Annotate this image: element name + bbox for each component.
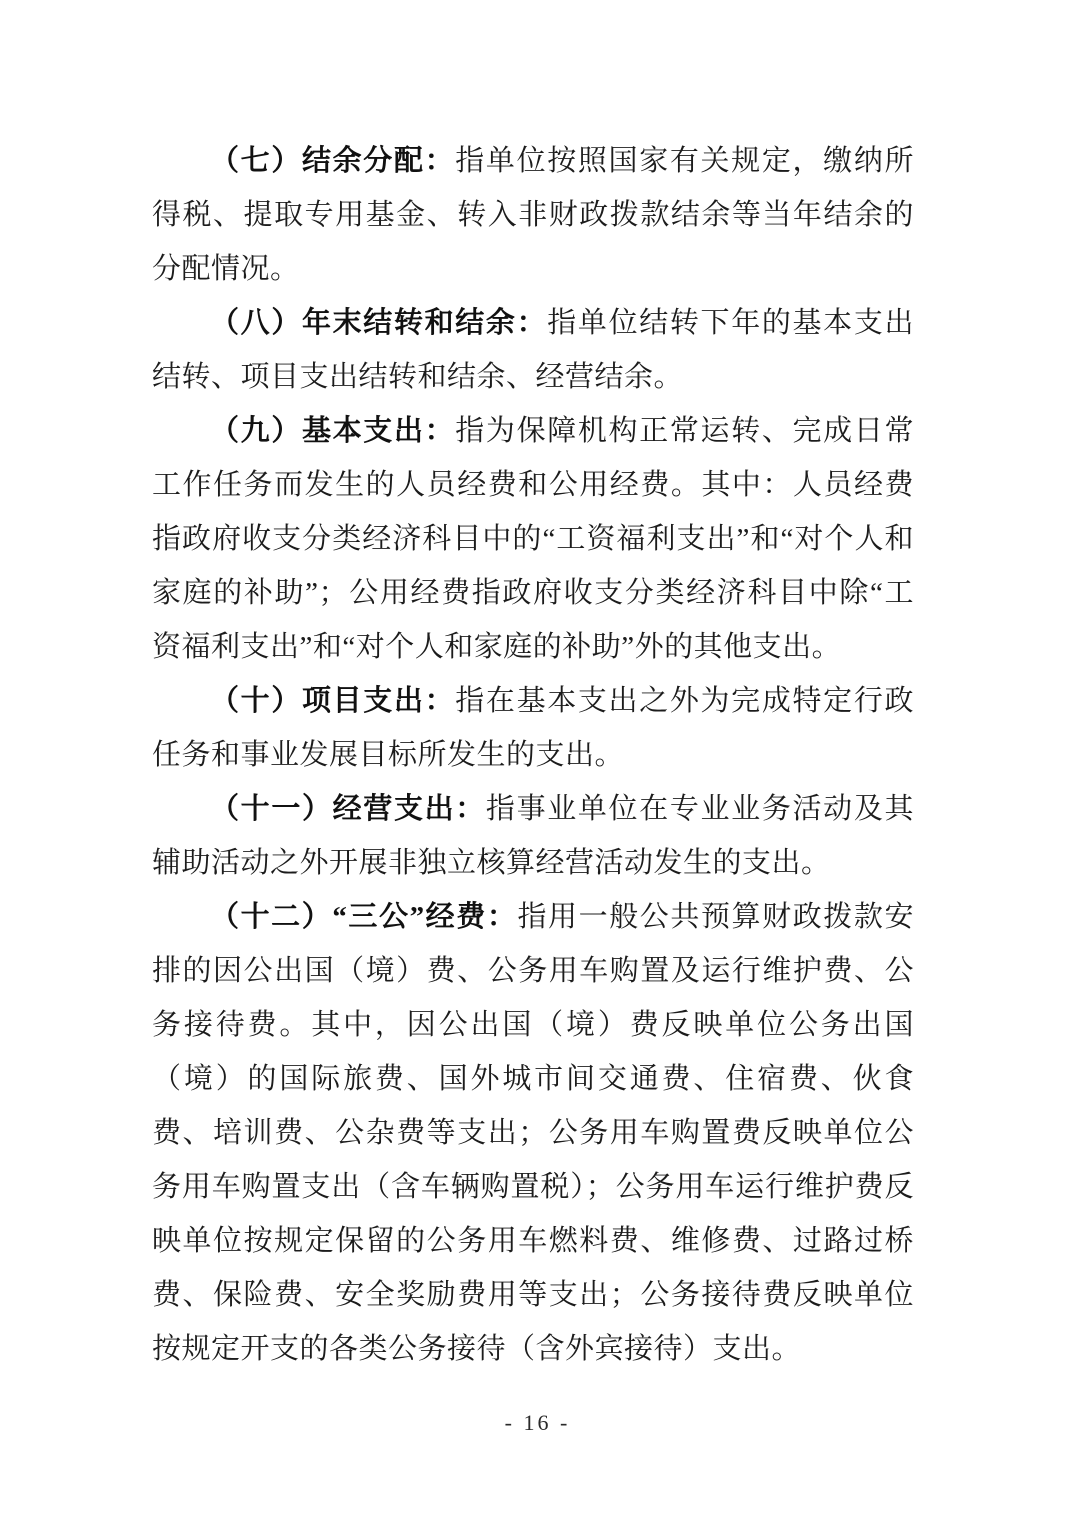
paragraph-10-heading: （十）项目支出： <box>210 685 456 717</box>
paragraph-7-surplus-distribution <box>152 134 914 296</box>
paragraph-9-heading: （九）基本支出： <box>210 415 456 447</box>
paragraph-11-operating-expenditure <box>152 782 914 890</box>
paragraph-12-heading: （十二）“三公”经费： <box>210 901 518 933</box>
paragraph-7-body: 指单位按照国家有关规定，缴纳所得税、提取专用基金、转入非财政拨款结余等当年结余的分配情况。 <box>152 145 914 285</box>
paragraph-12-body: 指用一般公共预算财政拨款安排的因公出国（境）费、公务用车购置及运行维护费、公务接待费。其中，因公出国（境）费反映单位公务出国（境）的国际旅费、国外城市间交通费、住宿费、伙食费、培训费、公杂费等支出；公务用车购置费反映单位公务用车购置支出（含车辆购置税）；公务用车运行维护费反映单位按规定保留的公务用车燃料费、维修费、过路过桥费、保险费、安全奖励费用等支出；公务接待费反映单位按规定开支的各类公务接待（含外宾接待）支出。 <box>152 901 914 1365</box>
paragraph-9-basic-expenditure <box>152 404 914 674</box>
paragraph-10-body: 指在基本支出之外为完成特定行政任务和事业发展目标所发生的支出。 <box>152 685 914 771</box>
paragraph-12-three-public-funds <box>152 890 914 1376</box>
paragraph-8-year-end-carryover <box>152 296 914 404</box>
paragraph-10-project-expenditure <box>152 674 914 782</box>
paragraph-11-body: 指事业单位在专业业务活动及其辅助活动之外开展非独立核算经营活动发生的支出。 <box>152 793 914 879</box>
paragraph-8-body: 指单位结转下年的基本支出结转、项目支出结转和结余、经营结余。 <box>152 307 914 393</box>
paragraph-9-body: 指为保障机构正常运转、完成日常工作任务而发生的人员经费和公用经费。其中：人员经费指政府收支分类经济科目中的“工资福利支出”和“对个人和家庭的补助”；公用经费指政府收支分类经济科目中除“工资福利支出”和“对个人和家庭的补助”外的其他支出。 <box>152 415 914 663</box>
paragraph-8-heading: （八）年末结转和结余： <box>210 307 548 339</box>
paragraph-11-heading: （十一）经营支出： <box>210 793 486 825</box>
document-body <box>152 134 914 1376</box>
paragraph-7-heading: （七）结余分配： <box>210 145 456 177</box>
page-number: - 16 - <box>504 1410 571 1435</box>
